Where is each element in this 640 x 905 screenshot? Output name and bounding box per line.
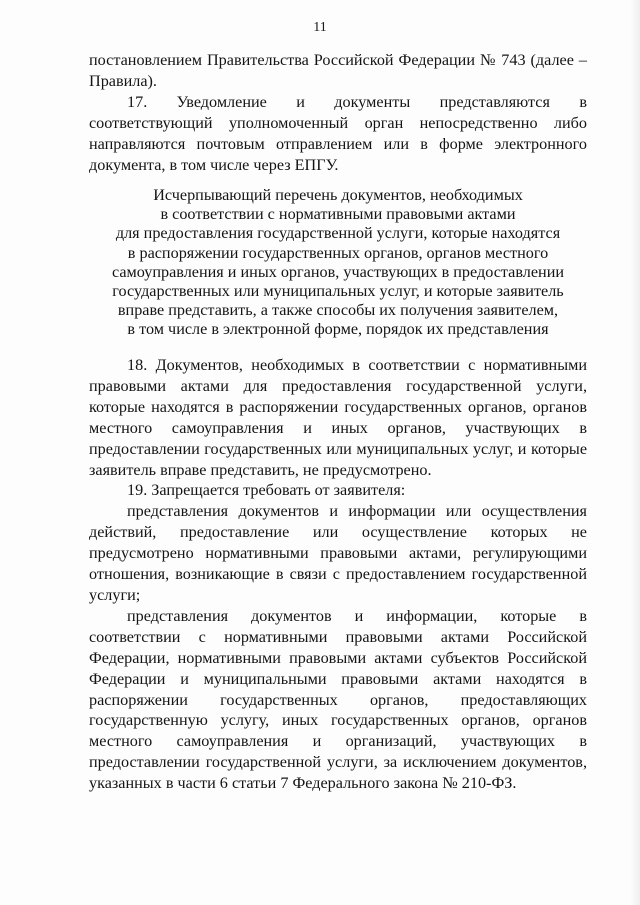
heading-line: в том числе в электронной форме, порядок их представления xyxy=(127,320,549,339)
heading-line: в соответствии с нормативными правовыми актами xyxy=(160,205,516,224)
top-text-block xyxy=(89,50,587,175)
paragraph-19: 19. Запрещается требовать от заявителя: xyxy=(127,481,406,500)
paragraph-continuation: постановлением Правительства Российской Федерации № 743 (далее – Правила). xyxy=(89,51,587,90)
heading-line: самоуправления и иных органов, участвующих в предоставлении xyxy=(111,262,565,281)
paragraph-18: 18. Документов, необходимых в соответствии с нормативными правовыми актами для предоставления государственной услуги, которые находятся в распоряжении государственных органов, органов местного самоуправления и иных органов, участвующих в предоставлении государственных или муниципальных услуг, и которые заявитель вправе представить, не предусмотрено. xyxy=(89,356,587,479)
heading-line: для предоставления государственной услуги, которые находятся xyxy=(115,224,561,243)
paragraph-19-item-2: представления документов и информации, которые в соответствии с нормативными правовыми актами Российской Федерации, нормативными правовыми актами субъектов Российской Федерации и муниципальными правовыми актами находятся в распоряжении государственных органов, предоставляющих государственную услугу, иных государственных органов, органов местного самоуправления и организаций, участвующих в предоставлении государственной услуги, за исключением документов, указанных в части 6 статьи 7 Федерального закона № 210-ФЗ. xyxy=(89,606,587,793)
section-heading xyxy=(89,186,587,340)
heading-line: вправе представить, а также способы их получения заявителем, xyxy=(117,301,559,320)
lower-text-block xyxy=(89,355,587,794)
paragraph-17: 17. Уведомление и документы представляются в соответствующий уполномоченный орган непосредственно либо направляются почтовым отправлением или в форме электронного документа, в том числе через ЕПГУ. xyxy=(89,92,587,174)
heading-line: государственных или муниципальных услуг, и которые заявитель xyxy=(112,282,564,301)
heading-line: в распоряжении государственных органов, органов местного xyxy=(127,243,549,262)
page-number: 11 xyxy=(313,20,327,35)
paragraph-19-item-1: представления документов и информации или осуществления действий, предоставление или осуществление которых не предусмотрено нормативными правовыми актами, регулирующими отношения, возникающие в связи с предоставлением государственной услуги; xyxy=(89,502,587,604)
heading-line: Исчерпывающий перечень документов, необходимых xyxy=(153,186,523,204)
page-edge-shadow xyxy=(630,0,640,905)
